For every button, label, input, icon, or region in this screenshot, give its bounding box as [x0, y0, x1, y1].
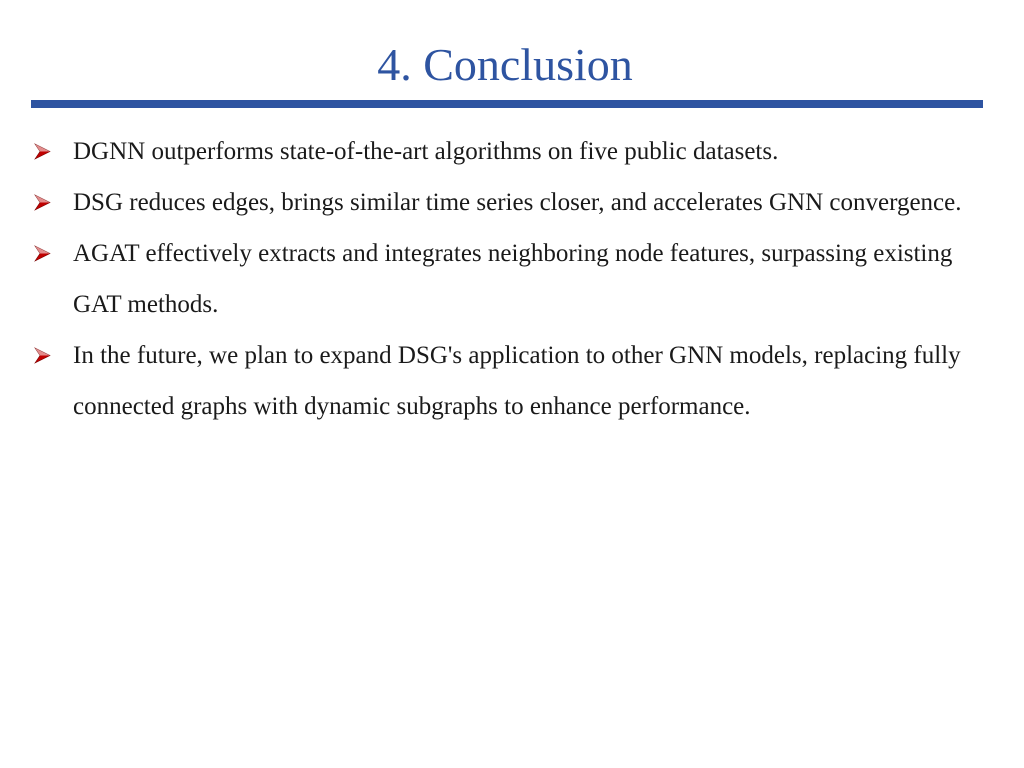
bullet-item [0, 177, 1000, 228]
slide-title: 4. Conclusion [377, 39, 633, 90]
bullet-item [0, 228, 1000, 330]
arrow-bullet-icon [34, 143, 51, 160]
arrow-bullet-icon [34, 245, 51, 262]
bullet-item [0, 126, 1000, 177]
bullet-text: AGAT effectively extracts and integrates neighboring node features, surpassing existing GAT methods. [73, 240, 953, 318]
bullet-text: In the future, we plan to expand DSG's application to other GNN models, replacing fully connected graphs with dynamic subgraphs to enhance performance. [73, 342, 961, 420]
title-divider [31, 100, 983, 108]
bullet-list [0, 126, 1000, 432]
arrow-bullet-icon [34, 194, 51, 211]
bullet-text: DSG reduces edges, brings similar time series closer, and accelerates GNN convergence. [73, 189, 962, 216]
bullet-item [0, 330, 1000, 432]
arrow-bullet-icon [34, 347, 51, 364]
bullet-text: DGNN outperforms state-of-the-art algorithms on five public datasets. [73, 138, 779, 165]
